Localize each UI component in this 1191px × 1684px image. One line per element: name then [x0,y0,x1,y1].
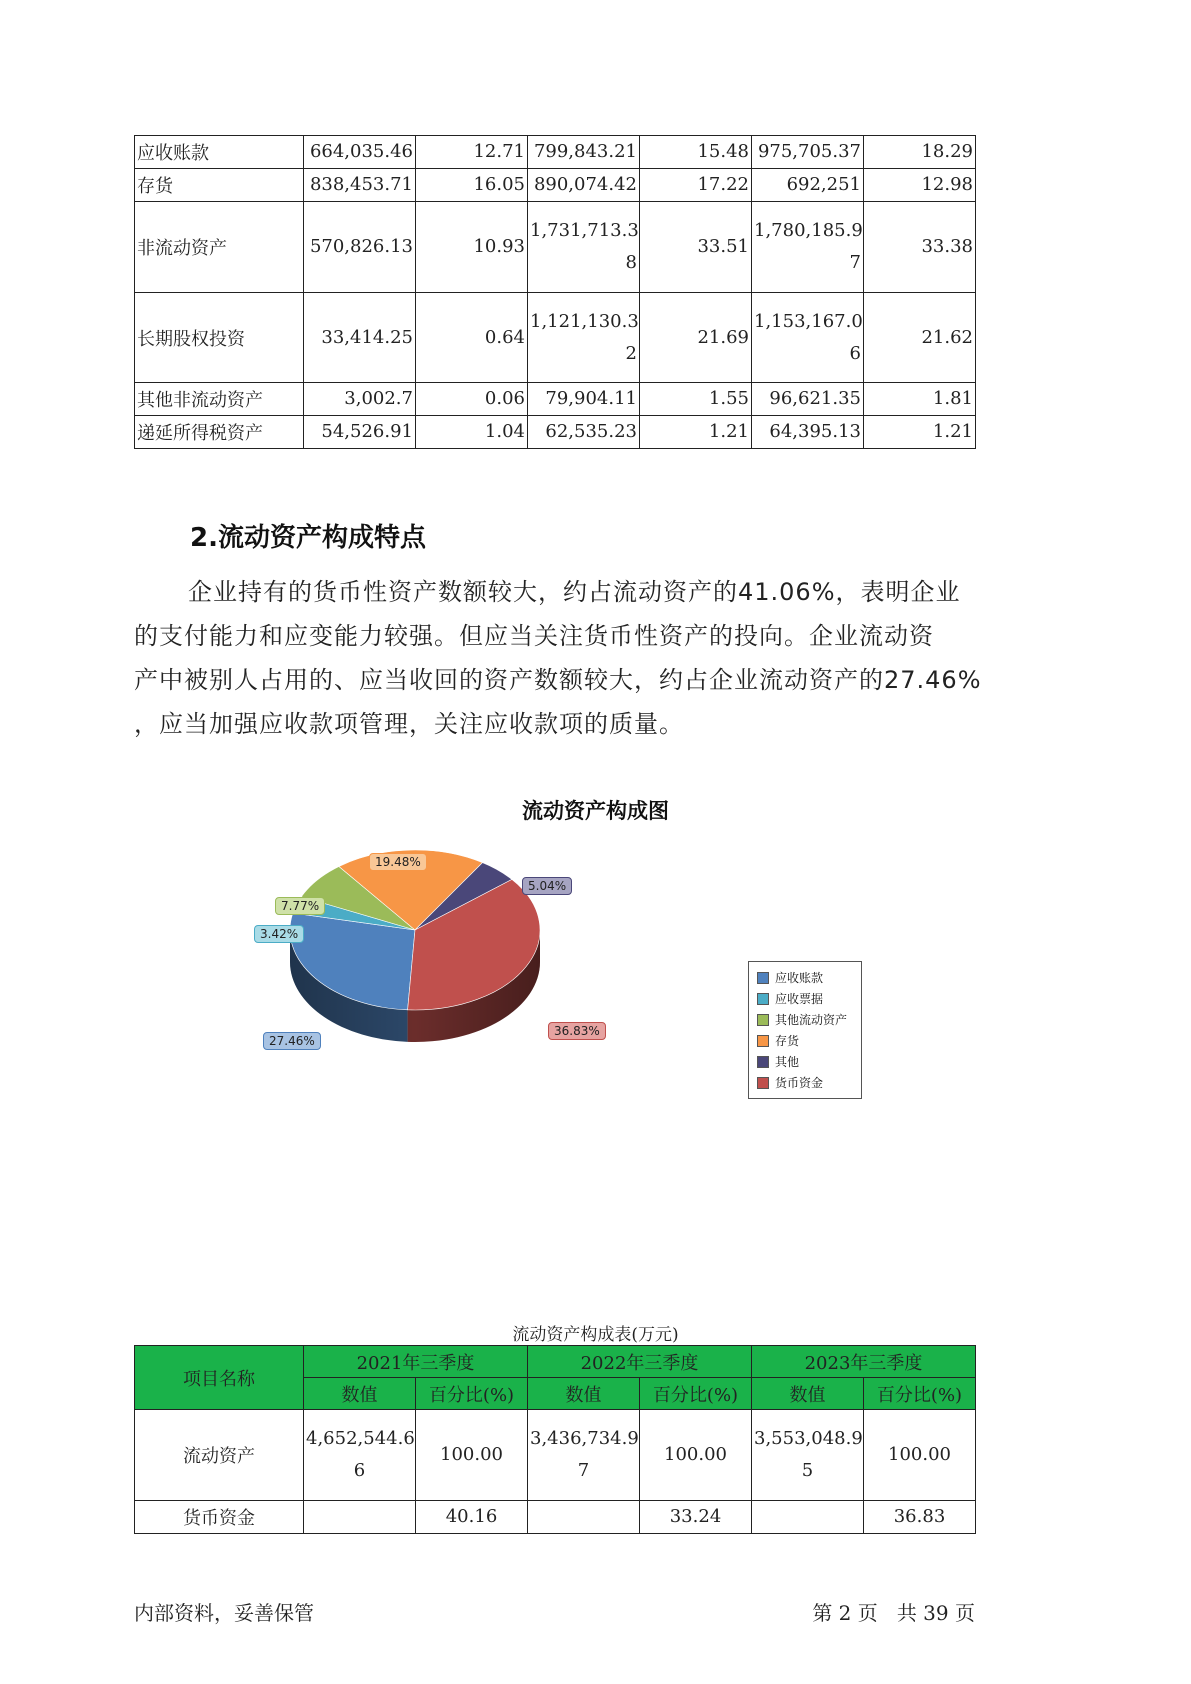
row-label: 应收账款 [135,136,304,169]
header-year: 2021年三季度 [304,1346,528,1378]
legend-item [749,1051,861,1072]
subheader-percent: 百分比(%) [864,1378,976,1410]
percent-cell: 12.98 [864,169,976,202]
table-row [135,416,976,449]
percent-cell: 16.05 [416,169,528,202]
value-cell [752,1501,864,1534]
value-cell: 1,731,713.3 8 [528,202,640,293]
pie-label-receivables: 27.46% [263,1032,321,1050]
percent-cell: 100.00 [640,1410,752,1501]
value-cell [528,1501,640,1534]
percent-cell: 100.00 [416,1410,528,1501]
legend-item [749,967,861,988]
row-label: 货币资金 [135,1501,304,1534]
pie-slices [290,850,540,1010]
row-label: 存货 [135,169,304,202]
chart-title: 流动资产构成图 [522,799,669,823]
value-cell: 1,121,130.3 2 [528,293,640,383]
legend-swatch [757,1056,769,1068]
legend-label: 应收账款 [775,971,824,985]
footer-page-number: 第 2 页 共 39 页 [812,1601,975,1625]
percent-cell: 1.21 [864,416,976,449]
legend-swatch [757,993,769,1005]
paragraph-line: ，应当加强应收款项管理，关注应收款项的质量。 [134,710,684,738]
pie-label-other: 5.04% [522,877,572,895]
paragraph-line: 企业持有的货币性资产数额较大，约占流动资产的41.06%，表明企业 [188,578,961,606]
table-row [135,1501,976,1534]
percent-cell: 0.64 [416,293,528,383]
percent-cell: 1.21 [640,416,752,449]
legend-swatch [757,1035,769,1047]
row-label: 递延所得税资产 [135,416,304,449]
table-row [135,383,976,416]
legend-item [749,1072,861,1093]
pie-label-inventory: 19.48% [369,853,427,871]
row-label: 长期股权投资 [135,293,304,383]
legend-item [749,1009,861,1030]
percent-cell: 1.55 [640,383,752,416]
legend-label: 其他流动资产 [775,1013,848,1027]
legend-label: 应收票据 [775,992,824,1006]
percent-cell: 40.16 [416,1501,528,1534]
value-cell: 570,826.13 [304,202,416,293]
header-year: 2023年三季度 [752,1346,976,1378]
pie-chart [250,835,580,1095]
legend-swatch [757,1014,769,1026]
percent-cell: 33.38 [864,202,976,293]
subheader-percent: 百分比(%) [640,1378,752,1410]
pie-label-notes: 3.42% [254,925,304,943]
section-heading: 2.流动资产构成特点 [190,523,426,553]
value-cell: 799,843.21 [528,136,640,169]
analysis-paragraph [134,570,1014,746]
paragraph-line: 产中被别人占用的、应当收回的资产数额较大，约占企业流动资产的27.46% [134,666,982,694]
paragraph-line: 的支付能力和应变能力较强。但应当关注货币性资产的投向。企业流动资 [134,622,934,650]
table-caption: 流动资产构成表(万元) [512,1325,679,1345]
percent-cell: 36.83 [864,1501,976,1534]
percent-cell: 15.48 [640,136,752,169]
balance-table [134,135,976,449]
subheader-value: 数值 [528,1378,640,1410]
legend-label: 货币资金 [775,1076,824,1090]
percent-cell: 1.81 [864,383,976,416]
subheader-value: 数值 [304,1378,416,1410]
current-assets-table [134,1345,976,1534]
legend-item [749,1030,861,1051]
percent-cell: 0.06 [416,383,528,416]
percent-cell: 33.24 [640,1501,752,1534]
legend-label: 其他 [775,1055,800,1069]
header-year: 2022年三季度 [528,1346,752,1378]
table-row [135,136,976,169]
value-cell [304,1501,416,1534]
legend-swatch [757,1077,769,1089]
row-label: 其他非流动资产 [135,383,304,416]
chart-legend [748,961,862,1099]
percent-cell: 1.04 [416,416,528,449]
row-label: 流动资产 [135,1410,304,1501]
legend-item [749,988,861,1009]
table-header-row [135,1346,976,1378]
value-cell: 4,652,544.6 6 [304,1410,416,1501]
percent-cell: 10.93 [416,202,528,293]
table-row [135,169,976,202]
header-item-name: 项目名称 [135,1346,304,1410]
value-cell: 54,526.91 [304,416,416,449]
percent-cell: 21.62 [864,293,976,383]
percent-cell: 18.29 [864,136,976,169]
pie-label-other-current: 7.77% [275,897,325,915]
table-row [135,293,976,383]
table-row [135,1410,976,1501]
footer-left: 内部资料，妥善保管 [134,1601,314,1625]
legend-label: 存货 [775,1034,800,1048]
percent-cell: 100.00 [864,1410,976,1501]
value-cell: 692,251 [752,169,864,202]
subheader-percent: 百分比(%) [416,1378,528,1410]
value-cell: 62,535.23 [528,416,640,449]
legend-swatch [757,972,769,984]
percent-cell: 12.71 [416,136,528,169]
value-cell: 1,780,185.9 7 [752,202,864,293]
value-cell: 33,414.25 [304,293,416,383]
value-cell: 96,621.35 [752,383,864,416]
value-cell: 890,074.42 [528,169,640,202]
value-cell: 3,436,734.9 7 [528,1410,640,1501]
value-cell: 838,453.71 [304,169,416,202]
value-cell: 3,002.7 [304,383,416,416]
percent-cell: 17.22 [640,169,752,202]
percent-cell: 33.51 [640,202,752,293]
value-cell: 1,153,167.0 6 [752,293,864,383]
pie-label-cash: 36.83% [548,1022,606,1040]
table-row [135,202,976,293]
value-cell: 64,395.13 [752,416,864,449]
value-cell: 975,705.37 [752,136,864,169]
value-cell: 79,904.11 [528,383,640,416]
subheader-value: 数值 [752,1378,864,1410]
row-label: 非流动资产 [135,202,304,293]
percent-cell: 21.69 [640,293,752,383]
value-cell: 3,553,048.9 5 [752,1410,864,1501]
value-cell: 664,035.46 [304,136,416,169]
